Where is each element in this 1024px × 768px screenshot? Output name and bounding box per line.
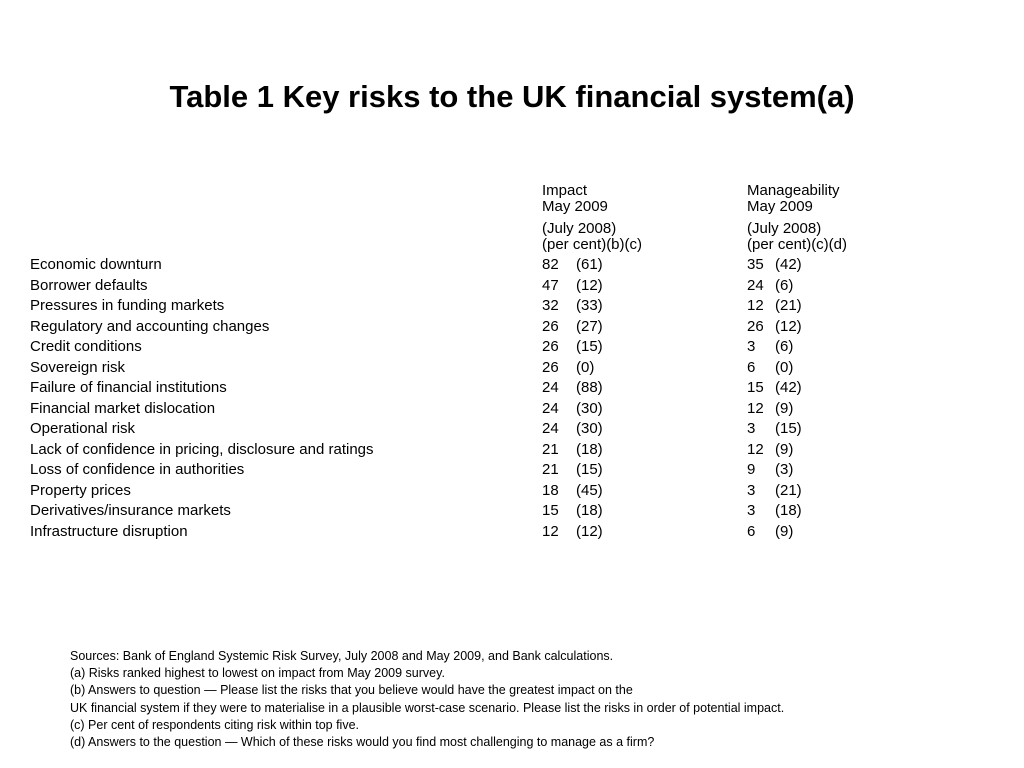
risk-name: Economic downturn <box>30 256 162 273</box>
risk-name: Financial market dislocation <box>30 399 216 417</box>
manageability-may-2009-value: 26 <box>747 317 764 335</box>
table-row <box>30 378 930 399</box>
manageability-header-label: Manageability <box>747 182 840 199</box>
impact-july-2008-value: (33) <box>576 297 603 314</box>
footnotes <box>70 648 784 751</box>
impact-july-2008-value: (45) <box>576 481 603 499</box>
manageability-july-2008-value: (42) <box>775 256 802 273</box>
footnote-line: (d) Answers to the question — Which of these risks would you find most challenging to manage as a firm? <box>70 735 655 750</box>
footnote-line: (a) Risks ranked highest to lowest on impact from May 2009 survey. <box>70 666 445 681</box>
risk-name: Operational risk <box>30 420 136 437</box>
impact-may-2009-value: 24 <box>542 379 559 396</box>
manageability-july-2008-value: (9) <box>775 522 794 540</box>
table-row <box>30 358 930 379</box>
table-row <box>30 317 930 338</box>
manageability-may-2009-value: 3 <box>747 420 756 437</box>
impact-july-2008-value: (18) <box>576 440 603 458</box>
impact-may-2009-value: 24 <box>542 399 559 417</box>
manageability-july-2008-value: (6) <box>775 338 794 355</box>
manageability-may-2009-value: 9 <box>747 461 756 478</box>
impact-header-period: May 2009 <box>542 198 608 215</box>
manageability-july-2008-value: (3) <box>775 461 794 478</box>
manageability-july-2008-value: (0) <box>775 358 794 376</box>
manageability-july-2008-value: (15) <box>775 420 802 437</box>
impact-may-2009-value: 26 <box>542 338 559 355</box>
page-title: Table 1 Key risks to the UK financial system(a) <box>169 79 855 114</box>
table-row <box>30 255 930 276</box>
risk-name: Infrastructure disruption <box>30 522 188 540</box>
table-row <box>30 481 930 502</box>
footnote-line: UK financial system if they were to materialise in a plausible worst-case scenario. Please list the risks in order of potential impact. <box>70 700 785 715</box>
manageability-july-2008-value: (21) <box>775 297 802 314</box>
table-row <box>30 276 930 297</box>
manageability-may-2009-value: 12 <box>747 399 764 417</box>
manageability-may-2009-value: 6 <box>747 522 756 540</box>
manageability-may-2009-value: 15 <box>747 379 764 396</box>
footnote-line: (b) Answers to question — Please list the risks that you believe would have the greatest impact on the <box>70 683 633 698</box>
impact-july-2008-value: (0) <box>576 358 595 376</box>
impact-may-2009-value: 15 <box>542 502 559 519</box>
impact-july-2008-value: (61) <box>576 256 603 273</box>
risk-name: Failure of financial institutions <box>30 379 227 396</box>
manageability-may-2009-value: 24 <box>747 276 764 294</box>
table-row <box>30 296 930 317</box>
table-row <box>30 460 930 481</box>
table-row <box>30 337 930 358</box>
manageability-may-2009-value: 6 <box>747 358 756 376</box>
footnote-line: (c) Per cent of respondents citing risk within top five. <box>70 717 360 732</box>
impact-column-header <box>542 183 642 253</box>
impact-may-2009-value: 26 <box>542 317 559 335</box>
table-row <box>30 399 930 420</box>
impact-july-2008-value: (27) <box>576 317 603 335</box>
impact-july-2008-value: (12) <box>576 522 603 540</box>
impact-may-2009-value: 47 <box>542 276 559 294</box>
risk-name: Pressures in funding markets <box>30 297 225 314</box>
manageability-header-unit: (per cent)(c)(d) <box>747 236 848 253</box>
manageability-column-header <box>747 183 847 253</box>
risk-name: Derivatives/insurance markets <box>30 502 231 519</box>
manageability-may-2009-value: 12 <box>747 440 764 458</box>
risk-name: Regulatory and accounting changes <box>30 317 270 335</box>
manageability-july-2008-value: (18) <box>775 502 802 519</box>
impact-july-2008-value: (15) <box>576 338 603 355</box>
table-row <box>30 522 930 543</box>
table-row <box>30 501 930 522</box>
manageability-july-2008-value: (12) <box>775 317 802 335</box>
impact-july-2008-value: (30) <box>576 420 603 437</box>
impact-july-2008-value: (12) <box>576 276 603 294</box>
impact-may-2009-value: 21 <box>542 461 559 478</box>
impact-may-2009-value: 26 <box>542 358 559 376</box>
risk-name: Lack of confidence in pricing, disclosure and ratings <box>30 440 374 458</box>
impact-header-label: Impact <box>542 182 588 199</box>
impact-header-comparison: (July 2008) <box>542 220 617 237</box>
manageability-may-2009-value: 3 <box>747 502 756 519</box>
manageability-may-2009-value: 12 <box>747 297 764 314</box>
risk-table <box>30 255 930 542</box>
impact-july-2008-value: (15) <box>576 461 603 478</box>
risk-name: Credit conditions <box>30 338 142 355</box>
manageability-july-2008-value: (9) <box>775 399 794 417</box>
impact-may-2009-value: 24 <box>542 420 559 437</box>
manageability-may-2009-value: 3 <box>747 481 756 499</box>
manageability-header-comparison: (July 2008) <box>747 220 822 237</box>
impact-may-2009-value: 32 <box>542 297 559 314</box>
manageability-july-2008-value: (21) <box>775 481 802 499</box>
risk-name: Loss of confidence in authorities <box>30 461 245 478</box>
impact-may-2009-value: 12 <box>542 522 559 540</box>
manageability-may-2009-value: 3 <box>747 338 756 355</box>
table-row <box>30 440 930 461</box>
impact-may-2009-value: 21 <box>542 440 559 458</box>
impact-may-2009-value: 82 <box>542 256 559 273</box>
manageability-july-2008-value: (6) <box>775 276 794 294</box>
impact-may-2009-value: 18 <box>542 481 559 499</box>
manageability-may-2009-value: 35 <box>747 256 764 273</box>
manageability-july-2008-value: (9) <box>775 440 794 458</box>
manageability-header-period: May 2009 <box>747 198 813 215</box>
risk-name: Borrower defaults <box>30 276 148 294</box>
impact-july-2008-value: (18) <box>576 502 603 519</box>
footnote-line: Sources: Bank of England Systemic Risk Survey, July 2008 and May 2009, and Bank calculations. <box>70 649 614 663</box>
impact-july-2008-value: (88) <box>576 379 603 396</box>
risk-name: Property prices <box>30 481 131 499</box>
manageability-july-2008-value: (42) <box>775 379 802 396</box>
impact-july-2008-value: (30) <box>576 399 603 417</box>
table-row <box>30 419 930 440</box>
risk-name: Sovereign risk <box>30 358 126 376</box>
impact-header-unit: (per cent)(b)(c) <box>542 236 643 253</box>
